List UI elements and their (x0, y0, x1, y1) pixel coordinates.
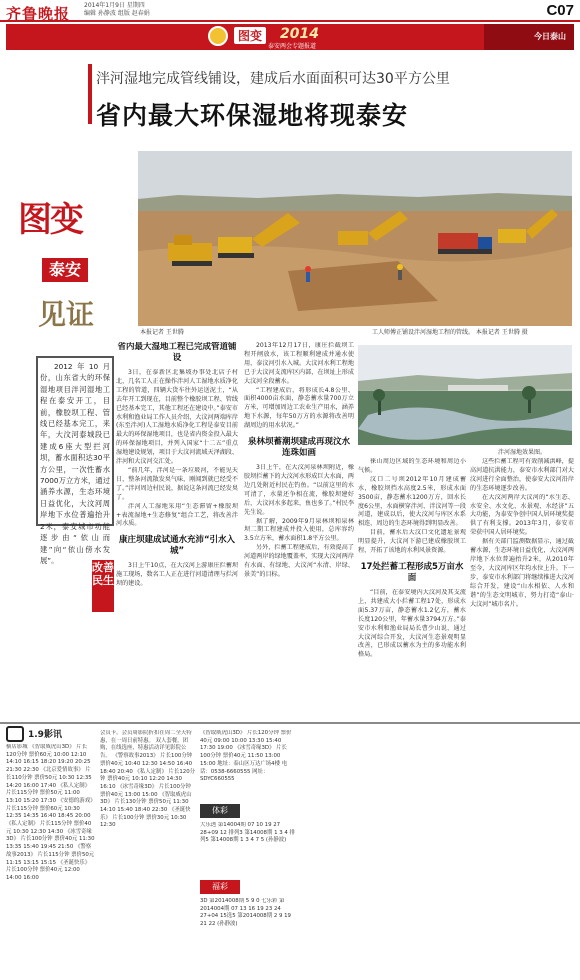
rail-title: 图变 (18, 200, 82, 240)
section-banner (6, 24, 574, 50)
photo-caption: 工人师傅正铺设泮河湿地工程的管线。 本报记者 王世腾 摄 (372, 329, 528, 336)
paragraph: 泮河人工湿地采用“生态滞留+橡胶坝+表流湿地+生态修复”组合工艺，将改善泮河水质。 (116, 502, 238, 528)
paragraph: 2013年12月17日，康庄拦截坝工程开闸放水，该工程顺利建成并通水使用，泰汶河引水入城。大汶河水利工程地已于大汶河支流库区内部，在坝址上形成大汶河全段蓄水。 (244, 342, 354, 385)
banner-subtitle: 泰安两会专题报道 (268, 43, 317, 50)
welfare-lottery-badge: 福彩 (200, 880, 240, 894)
rail-intro-box (36, 356, 114, 565)
issue-date: 2014年1月9日 星期四 (84, 2, 145, 9)
rail-city-badge: 泰安 (42, 258, 88, 282)
rail-witness-title: 见证 (38, 298, 95, 331)
photo2-caption: 泮河湿地效果图。 (498, 449, 547, 456)
paragraph: 据了解，2009年9月泉林坝和泉林坝二期工程建成并投入使用，总库容约3.5立方米，蓄水面积1.8平方公里。 (244, 517, 354, 543)
column-subheading: 泉林坝蓄潮坝建成再现汶水连珠如画 (247, 437, 350, 459)
wetland-illustration (358, 345, 572, 445)
emblem-icon (208, 26, 228, 46)
article-column-3 (358, 458, 466, 716)
paragraph: 在大汶河两岸大汶河的“水生态、水安全、水文化、水景观、水经济”五大功能，为泰安争创中国人居环境奖提供了有利支撑。2013年3月，泰安市荣获中国人居环境奖。 (470, 493, 574, 537)
article-subheadline: 泮河湿地完成管线铺设，建成后水面面积可达30平方公里 (96, 71, 450, 87)
article-column-1 (116, 342, 238, 714)
paragraph: 3日，在泰新区北集坡办事处北店子村北，几名工人正在操作泮河人工湿地水质净化工程的管道，四辆大货车往外运送泥土，“从去年开工到现在，目前整个橡胶坝工程、管线已经基本完工，其他工程还在建设中。”泰安市水利和渔业局工作人员介绍，大汶河两端库岸(东至泮河)人工湿地水质净化工程是泰安目前最大的环保湿地项目，也是省内资金投入最大的环保湿地项目，并列入国家“十二五”重点湿地建设规划，项目于大汶河流域天泽湖段、泮河和大汶河交汇处。 (116, 369, 238, 466)
paragraph: 据有关部门监测数据显示，通过截蓄水源，生态环境日益优化，大汶河两岸地下水位普遍抬升2米，从2010年至今，大汶河库区年均水位上升。下一步，泰安市水利部门将继续推进大汶河综合开发，建设“山水相依、人水和谐”的生态文明城市，努力打造“泰山·大汶河”城市名片。 (470, 538, 574, 608)
construction-scene-illustration (138, 151, 572, 326)
wetland-rendering-photo (358, 345, 572, 445)
construction-photo (138, 151, 572, 326)
page-number: C07 (546, 2, 574, 19)
paragraph: 3日上午10点，在大汶河上游康庄拦蓄坝施工现场，数名工人正在进行河道清理与拦河坝的建设。 (116, 562, 238, 588)
paragraph: 另外，拦蓄工程建成后，有效提高了河道两岸的绿地覆盖率，实现大汶河两岸有水面、有绿地、大汶河“水清、岸绿、景美”的目标。 (244, 544, 354, 578)
paragraph: 这些拦蓄工程可有效削减洪峰，提高河道抗洪能力，泰安市水利部门对大汶河进行全面整治，使泰安大汶河沿岸的生态环境逐步改善。 (470, 458, 574, 492)
paragraph: “前几年，泮河是一条垃圾河，不能见天日，整条河流散发臭气味，刚闻到就已经受不了。”泮河周边村民说，据说这条河流已经发臭了。 (116, 466, 238, 501)
column-subheading: 省内最大湿地工程已完成管道铺设 (117, 342, 237, 363)
film-listing-column: 横店影城 《智取威虎山3D》 片长120分钟 票价60元 10:00 12:10 14:10 16:15 18:20 19:20 20:25 21:30 22:30 《北京爱情故事》 片长110分钟 票价50元 10:30 12:35 14:20 16:00 17:40 《私人定制》 片长115分钟 票价50元 11:00 13:10 15:20 17:30 《安德的游戏》 片长115分钟 票价60元 10:30 12:35 14:35 16:40 18:45 20:00 《私人定制》 片长115分钟 票价40元 10:30 12:30 14:30 《冰雪奇缘3D》 片长100分钟 票价40元 11:30 13:35 15:40 19:45 21:50 《警察故事2013》 片长115分钟 票价50元 11:15 13:15 15:15 《圣诞快乐》 片长100分钟 票价40元 12:00 14:00 16:00 (6, 744, 96, 881)
film-listing-column: 《智取威虎山3D》 片长120分钟 票价40元 09:00 10:00 13:30 15:40 17:30 19:00 《冰雪奇缘3D》 片长100分钟 票价40元 11:50 13:00 15:00 地址：泰山区万达广场4楼 电话：0538-6660555 网址：SDYC660555 (200, 730, 292, 783)
paragraph: 徕山周边区域的生态环境和周边小气候。 (358, 458, 466, 474)
rail-intro-text: 2012年10月份，山东省大的环保湿地项目泮河湿地工程在泰安开工，目前，橡胶坝工程、管线已经基本完工，来年，大汶河泰城段已建成6座大型拦河坝，蓄水面积达30平方公里，一次性蓄水7000万立方米，通过涵养水源，生态环境日益优化，大汶河周岸地下水位普遍抬升2米，泰安城市功能逐步由“依山而建”向“依山傍水发展”。 (40, 362, 110, 565)
section-divider (0, 722, 580, 724)
column-subheading: 17处拦蓄工程形成5万亩水面 (360, 561, 464, 583)
film-listings-title: 1.9影讯 (28, 730, 62, 740)
editor-line: 编辑 孙静波 组版 赵春娟 (84, 10, 150, 17)
paragraph: 汶口二号坝2012年10月建成蓄水，橡胶坝挡水高度2.5米，形成水面3500亩，静态蓄水1200万方，回水长度6公里，水面横穿泮河、泮汶河等一段河道，建成以后，使大汶河与库区水系相连，周边的生态环境得到明显改善。 (358, 475, 466, 528)
page-header (0, 0, 580, 22)
column-subheading: 康庄坝建成试通水充沛“引水入城” (118, 535, 236, 557)
blank-area (300, 730, 574, 976)
article-column-4 (470, 458, 574, 716)
paragraph: 3日上午，在大汶河泉林坝附近，橡胶坝拦蓄下的大汶河水形成巨大水面，两边几处附近村民在钓鱼。“以前这里的水可清了，水量还争相在流，橡胶坝建好后，大汶河水多起来，鱼也多了。”村民李先生说。 (244, 464, 354, 516)
banner-title: 2014 (280, 26, 319, 42)
section-tag-label: 今日泰山 (534, 32, 566, 41)
banner-chip: 图变 (234, 27, 266, 44)
headline-accent (88, 64, 92, 124)
paragraph: “工程建成后，将形成长4.8公里、面积4000亩水面，静态蓄水量700万立方米，可增加周边工农业生产用水，涵养地下水源，每年50万方的水源将改善明湖周边的用水状况。” (244, 386, 354, 430)
film-listing-column: 会员卡，会员周影院折扣在周二全天特惠，在一周日前特惠。 双人套餐，团购，在线选座，特惠活动详见影院公告。 《警察故事2013》 片长100分钟 票价40元 10:40 12:30 14:50 16:40 18:40 20:40 《私人定制》 片长120分钟 票价40元 10:10 12:20 14:30 16:10 《冰雪奇缘3D》 片长100分钟 票价40元 13:00 15:00 《智取威虎山3D》 片长130分钟 票价50元 11:30 14:10 15:40 18:40 22:30 《圣诞快乐》 片长100分钟 票价30元 10:30 12:30 (100, 730, 196, 829)
article-column-2 (244, 342, 354, 714)
welfare-lottery-results: 3D 第2014008期 5 9 0 七乐彩 第2014004期 07 13 16 19 23 24 27+04 15选5 第2014008期 2 9 19 21 22 (孙静波) (200, 898, 291, 928)
rail-tag-improve-livelihood: 改善民生 (92, 560, 114, 612)
paragraph: “目前，在泰安境内大汶河及其支流上，共建成大小拦蓄工程17处，形成水面5.37万亩，静态蓄水1.2亿方，蓄水长度120公里，年蓄水量3794万方。”泰安市水利和渔业局局长曹少山说，通过大汶河综合开发，大汶河生态景观明显改善，已形成以蓄水为主的多功能水利格局。 (358, 588, 466, 659)
paragraph: 目前，蓄水后大汶口文化遗址景观明显提升，大汶河下游已建成橡胶坝工程，开拓了该地的水利风景资源。 (358, 529, 466, 555)
photo-credit: 本报记者 王世腾 (140, 329, 184, 336)
section-tag (484, 24, 574, 50)
film-reel-icon (6, 726, 24, 742)
sports-lottery-results: 大乐透 第14004期 07 10 19 27 28+09 12 排列3 第14008期 1 3 4 排列5 第14008期 1 3 4 7 5 (孙静波) (200, 822, 295, 844)
article-headline: 省内最大环保湿地将现泰安 (96, 101, 409, 130)
sports-lottery-badge: 体彩 (200, 804, 240, 818)
newspaper-logo: 齐鲁晚报 (6, 5, 71, 23)
